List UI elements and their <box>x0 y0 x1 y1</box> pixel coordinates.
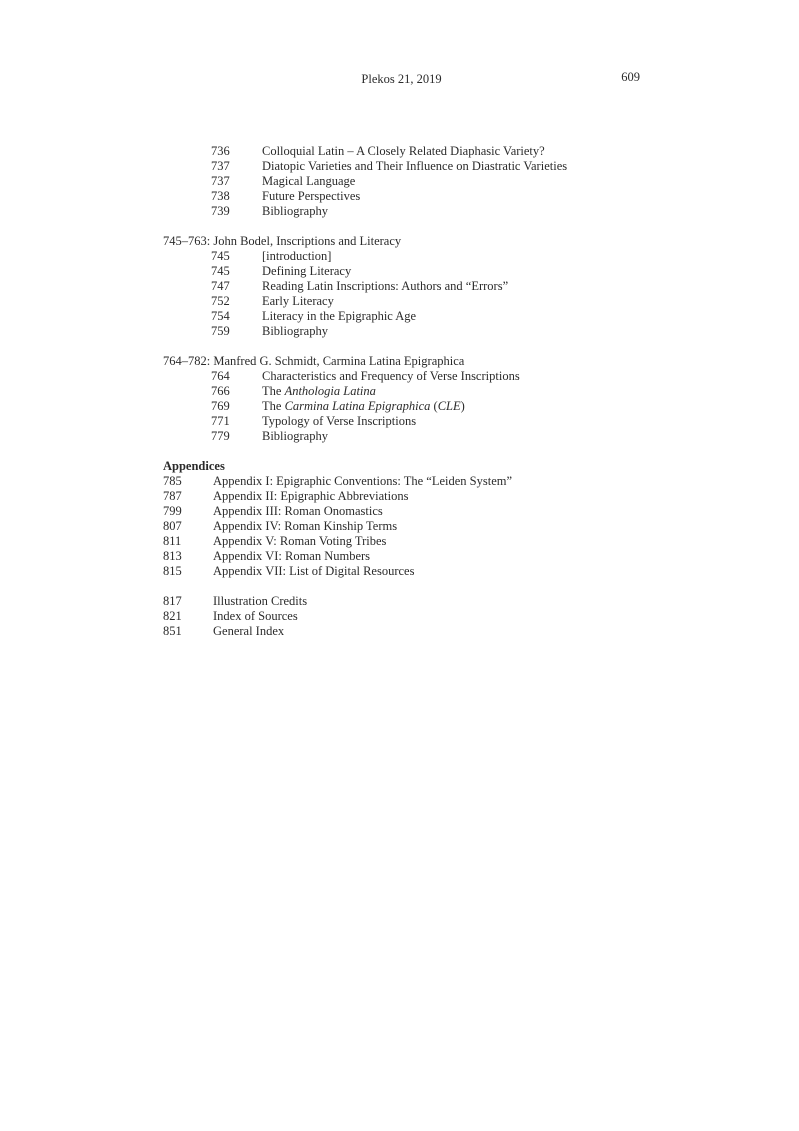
toc-entry <box>163 489 723 504</box>
entry-title: The Carmina Latina Epigraphica (CLE) <box>262 399 465 413</box>
entry-title: Reading Latin Inscriptions: Authors and “Errors” <box>262 279 509 293</box>
entry-page-number: 737 <box>211 159 230 173</box>
toc-entry <box>163 519 723 534</box>
section-heading: 764–782: Manfred G. Schmidt, Carmina Latina Epigraphica <box>163 354 465 368</box>
toc-entry <box>163 594 723 609</box>
toc-entry <box>163 264 723 279</box>
toc-entry <box>163 174 723 189</box>
toc-entry <box>163 609 723 624</box>
entry-page-number: 745 <box>211 249 230 263</box>
entry-page-number: 779 <box>211 429 230 443</box>
entry-title: Future Perspectives <box>262 189 361 203</box>
toc-entry <box>163 159 723 174</box>
entry-page-number: 736 <box>211 144 230 158</box>
entry-title: Appendix III: Roman Onomastics <box>213 504 383 518</box>
entry-title: Bibliography <box>262 429 328 443</box>
entry-title: [introduction] <box>262 249 332 263</box>
toc-entry <box>163 189 723 204</box>
entry-page-number: 738 <box>211 189 230 203</box>
entry-title: Appendix VI: Roman Numbers <box>213 549 371 563</box>
entry-page-number: 813 <box>163 549 182 563</box>
toc-entry <box>163 309 723 324</box>
toc-entry <box>163 204 723 219</box>
entry-page-number: 747 <box>211 279 230 293</box>
entry-title: Bibliography <box>262 204 328 218</box>
entry-page-number: 851 <box>163 624 182 638</box>
entry-page-number: 766 <box>211 384 230 398</box>
entry-title: Colloquial Latin – A Closely Related Diaphasic Variety? <box>262 144 545 158</box>
page-header <box>163 72 640 88</box>
toc-entry <box>163 399 723 414</box>
entry-title: Appendix V: Roman Voting Tribes <box>213 534 387 548</box>
entry-page-number: 821 <box>163 609 182 623</box>
entry-page-number: 754 <box>211 309 230 323</box>
toc-entry <box>163 624 723 639</box>
entry-title: Diatopic Varieties and Their Influence on Diastratic Varieties <box>262 159 568 173</box>
toc-entry <box>163 504 723 519</box>
entry-page-number: 771 <box>211 414 230 428</box>
entry-title: Early Literacy <box>262 294 334 308</box>
entry-page-number: 811 <box>163 534 182 548</box>
entry-page-number: 759 <box>211 324 230 338</box>
entry-title: The Anthologia Latina <box>262 384 376 398</box>
entry-title: Magical Language <box>262 174 356 188</box>
entry-page-number: 739 <box>211 204 230 218</box>
entry-title: Appendix II: Epigraphic Abbreviations <box>213 489 409 503</box>
page-number: 609 <box>621 70 640 84</box>
toc-entry <box>163 534 723 549</box>
entry-title: Appendix IV: Roman Kinship Terms <box>213 519 398 533</box>
entry-page-number: 769 <box>211 399 230 413</box>
toc-entry <box>163 414 723 429</box>
entry-title: Appendix I: Epigraphic Conventions: The “Leiden System” <box>213 474 513 488</box>
toc-block <box>163 234 723 339</box>
entry-page-number: 787 <box>163 489 182 503</box>
entry-title: Typology of Verse Inscriptions <box>262 414 417 428</box>
entry-title: Literacy in the Epigraphic Age <box>262 309 417 323</box>
entry-title: Illustration Credits <box>213 594 308 608</box>
entry-title: Appendix VII: List of Digital Resources <box>213 564 415 578</box>
entry-page-number: 815 <box>163 564 182 578</box>
toc-block <box>163 144 723 219</box>
toc-block <box>163 354 723 444</box>
toc-entry <box>163 429 723 444</box>
section-heading: 745–763: John Bodel, Inscriptions and Literacy <box>163 234 402 248</box>
entry-title: General Index <box>213 624 285 638</box>
entry-page-number: 785 <box>163 474 182 488</box>
toc-block <box>163 594 723 639</box>
toc-entry <box>163 384 723 399</box>
toc-entry <box>163 249 723 264</box>
toc-entry <box>163 144 723 159</box>
entry-title: Defining Literacy <box>262 264 352 278</box>
toc-entry <box>163 294 723 309</box>
entry-page-number: 817 <box>163 594 182 608</box>
entry-title: Characteristics and Frequency of Verse Inscriptions <box>262 369 520 383</box>
entry-title: Index of Sources <box>213 609 298 623</box>
entry-title: Bibliography <box>262 324 328 338</box>
entry-page-number: 737 <box>211 174 230 188</box>
entry-page-number: 807 <box>163 519 182 533</box>
journal-title: Plekos 21, 2019 <box>361 72 442 86</box>
toc-entry <box>163 324 723 339</box>
table-of-contents <box>163 144 723 639</box>
entry-page-number: 745 <box>211 264 230 278</box>
toc-entry <box>163 474 723 489</box>
entry-page-number: 752 <box>211 294 230 308</box>
entry-page-number: 799 <box>163 504 182 518</box>
toc-block <box>163 459 723 579</box>
toc-entry <box>163 369 723 384</box>
toc-entry <box>163 549 723 564</box>
toc-entry <box>163 564 723 579</box>
section-heading: Appendices <box>163 459 225 473</box>
toc-entry <box>163 279 723 294</box>
entry-page-number: 764 <box>211 369 230 383</box>
